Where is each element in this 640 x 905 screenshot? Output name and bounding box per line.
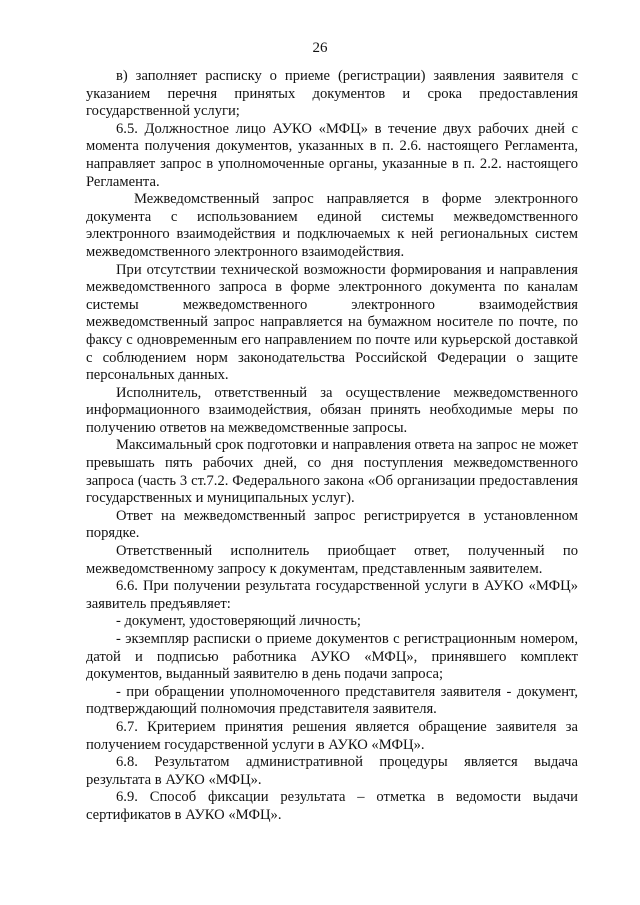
list-item-identity-document: - документ, удостоверяющий личность; (116, 613, 361, 630)
paragraph-6-9: 6.9. Способ фиксации результата – отметка в ведомости выдачи сертификатов в АУКО «МФЦ». (86, 789, 578, 823)
page-body (86, 68, 578, 825)
paragraph-maximum-term: Максимальный срок подготовки и направления ответа на запрос не может превышать пять рабочих дней, со дня поступления межведомственного запроса (часть 3 ст.7.2. Федерального закона «Об организации предоставления государственных и муниципальных услуг). (86, 437, 578, 507)
paragraph-interagency-request-form: Межведомственный запрос направляется в форме электронного документа с использованием единой системы межведомственного электронного взаимодействия и подключаемых к ней региональных систем межведомственного электронного взаимодействия. (86, 191, 578, 260)
list-item-receipt-copy: - экземпляр расписки о приеме документов с регистрационным номером, датой и подписью работника АУКО «МФЦ», принявшего комплект документов, выданный заявителю в день подачи запроса; (86, 631, 578, 683)
paragraph-6-6: 6.6. При получении результата государственной услуги в АУКО «МФЦ» заявитель предъявляет: (86, 578, 578, 612)
paragraph-6-5: 6.5. Должностное лицо АУКО «МФЦ» в течение двух рабочих дней с момента получения документов, указанных в п. 2.6. настоящего Регламента, направляет запрос в уполномоченные органы, указанные в п. 2.2. настоящего Регламента. (86, 120, 578, 190)
paragraph-6-8: 6.8. Результатом административной процедуры является выдача результата в АУКО «МФЦ». (86, 754, 578, 788)
paragraph-response-attachment: Ответственный исполнитель приобщает ответ, полученный по межведомственному запросу к документам, представленным заявителем. (86, 543, 578, 577)
paragraph-list-item-v: в) заполняет расписку о приеме (регистрации) заявления заявителя с указанием перечня принятых документов и срока предоставления государственной услуги; (86, 68, 578, 120)
paragraph-executor-responsibility: Исполнитель, ответственный за осуществление межведомственного информационного взаимодействия, обязан принять необходимые меры по получению ответов на межведомственные запросы. (86, 384, 578, 436)
paragraph-6-7: 6.7. Критерием принятия решения является обращение заявителя за получением государственной услуги в АУКО «МФЦ». (86, 718, 578, 753)
list-item-representative-authority: - при обращении уполномоченного представителя заявителя - документ, подтверждающий полномочия представителя заявителя. (86, 683, 578, 718)
paragraph-response-registration: Ответ на межведомственный запрос регистрируется в установленном порядке. (86, 507, 578, 542)
paragraph-no-technical-possibility: При отсутствии технической возможности формирования и направления межведомственного запроса в форме электронного документа по каналам системы межведомственного электронного взаимодействия межведомственный запрос направляется на бумажном носителе по почте, по факсу с одновременным его направлением по почте или курьерской доставкой с соблюдением норм законодательства Российской Федерации о защите персональных данных. (86, 261, 578, 384)
page-number: 26 (312, 40, 328, 56)
